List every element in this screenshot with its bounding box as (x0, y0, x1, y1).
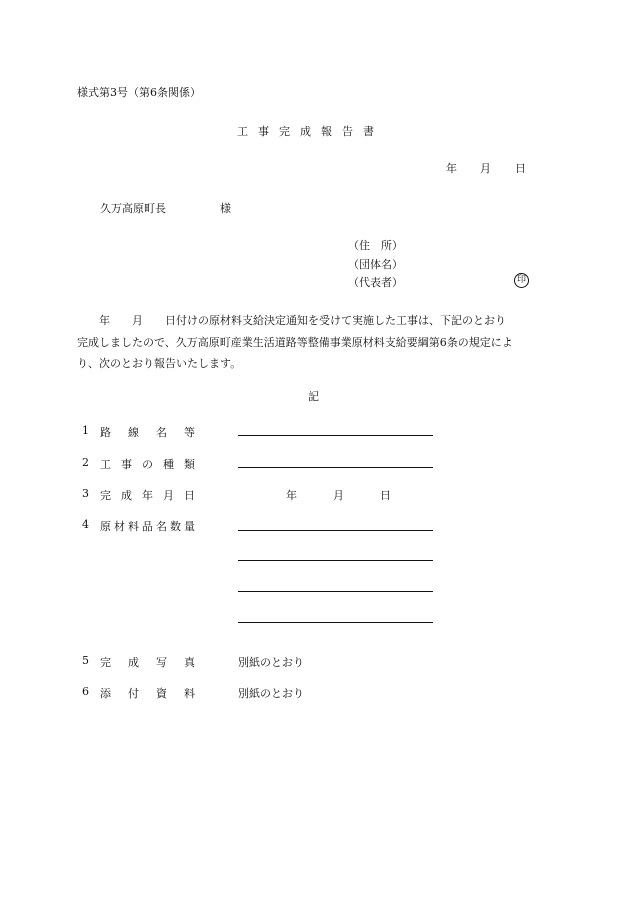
applicant-representative-label: （代表者） (348, 276, 403, 289)
addressee-honorific: 様 (220, 202, 231, 215)
item-6-label-char: 添 (100, 687, 111, 700)
item-3-label-char: 年 (142, 489, 153, 502)
item-6-value: 別紙のとおり (238, 687, 304, 700)
item-3-label (100, 487, 195, 503)
item-5-number: 5 (82, 654, 89, 667)
page-title: 工事完成報告書 (237, 125, 384, 138)
item-3-day: 日 (380, 489, 391, 502)
item-2-blank-line (238, 467, 433, 468)
item-2-label-char: 事 (121, 458, 132, 471)
form-number: 様式第3号（第6条関係） (77, 86, 201, 99)
item-2-label-char: 工 (100, 458, 111, 471)
item-3-label-char: 日 (184, 489, 195, 502)
report-date-month: 月 (480, 162, 491, 175)
item-2-number: 2 (82, 456, 89, 469)
item-3-label-char: 完 (100, 489, 111, 502)
item-4-blank-line-1 (238, 530, 433, 531)
report-body (77, 310, 555, 375)
item-3-year: 年 (286, 489, 297, 502)
body-line-3: り、次のとおり報告いたします。 (77, 357, 242, 370)
item-2-label-char: 種 (163, 458, 174, 471)
item-6-label-char: 付 (128, 687, 139, 700)
item-1-label-char: 路 (100, 426, 111, 439)
item-6-label (100, 685, 195, 701)
item-2-label (100, 456, 195, 472)
item-4-label-char: 量 (184, 520, 195, 533)
item-5-value: 別紙のとおり (238, 656, 304, 669)
item-1-number: 1 (82, 424, 89, 437)
item-4-blank-line-2 (238, 560, 433, 561)
report-date-day: 日 (515, 162, 526, 175)
item-3-label-char: 成 (121, 489, 132, 502)
item-5-label-char: 写 (156, 656, 167, 669)
item-5-label-char: 成 (128, 656, 139, 669)
item-4-label-char: 名 (156, 520, 167, 533)
seal-mark: 印 (514, 273, 529, 288)
item-4-label-char: 品 (142, 520, 153, 533)
body-line-1: 年 月 日付けの原材料支給決定通知を受けて実施した工事は、下記のとおり (77, 314, 506, 327)
item-6-number: 6 (82, 685, 89, 698)
item-4-label-char: 材 (114, 520, 125, 533)
item-2-label-char: 類 (184, 458, 195, 471)
item-1-label-char: 名 (156, 426, 167, 439)
applicant-address-label: （住 所） (348, 239, 403, 252)
item-3-month: 月 (333, 489, 344, 502)
item-4-label-char: 原 (100, 520, 111, 533)
item-4-label-char: 料 (128, 520, 139, 533)
item-1-label-char: 線 (128, 426, 139, 439)
item-4-label (100, 518, 195, 534)
item-5-label-char: 真 (184, 656, 195, 669)
addressee-name: 久万高原町長 (100, 202, 166, 215)
report-date-year: 年 (446, 162, 457, 175)
item-4-blank-line-4 (238, 622, 433, 623)
item-4-blank-line-3 (238, 591, 433, 592)
item-4-number: 4 (82, 518, 89, 531)
item-5-label (100, 654, 195, 670)
item-6-label-char: 資 (156, 687, 167, 700)
ki-heading: 記 (308, 390, 319, 403)
body-line-2: 完成しましたので、久万高原町産業生活道路等整備事業原材料支給要綱第6条の規定によ (77, 335, 513, 349)
item-6-label-char: 料 (184, 687, 195, 700)
item-3-label-char: 月 (163, 489, 174, 502)
item-5-label-char: 完 (100, 656, 111, 669)
item-1-blank-line (238, 435, 433, 436)
item-1-label-char: 等 (184, 426, 195, 439)
item-4-label-char: 数 (170, 520, 181, 533)
item-1-label (100, 424, 195, 440)
applicant-organization-label: （団体名） (348, 258, 403, 271)
item-2-label-char: の (142, 458, 153, 471)
item-3-number: 3 (82, 487, 89, 500)
